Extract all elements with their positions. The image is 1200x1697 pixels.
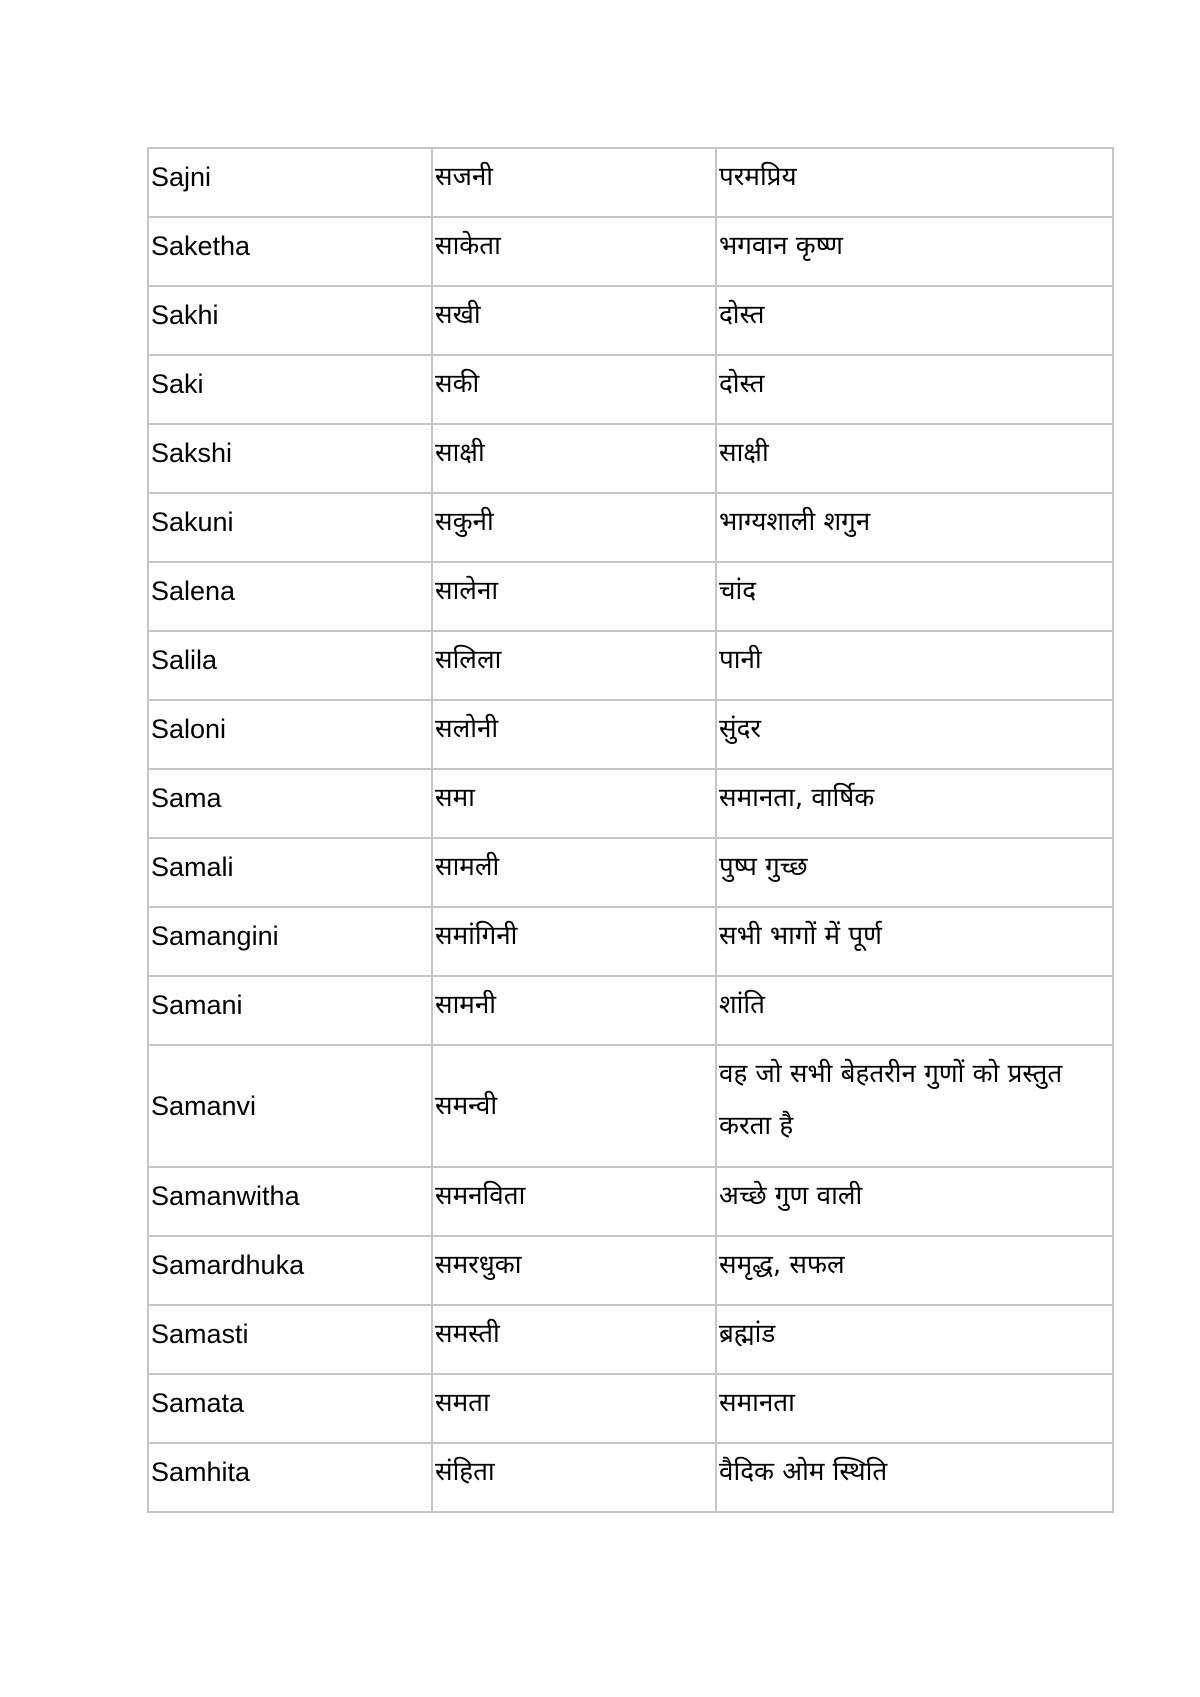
name-cell: Sakhi — [148, 286, 432, 355]
name-cell: Sama — [148, 769, 432, 838]
meaning-cell: समानता, वार्षिक — [716, 769, 1113, 838]
name-cell: Samanvi — [148, 1045, 432, 1167]
meaning-cell: दोस्त — [716, 286, 1113, 355]
meaning-cell: दोस्त — [716, 355, 1113, 424]
name-cell: Samanwitha — [148, 1167, 432, 1236]
hindi-name-cell: सकी — [432, 355, 716, 424]
name-cell: Sakuni — [148, 493, 432, 562]
name-cell: Saketha — [148, 217, 432, 286]
name-cell: Sajni — [148, 148, 432, 217]
name-cell: Samardhuka — [148, 1236, 432, 1305]
hindi-name-cell: सखी — [432, 286, 716, 355]
name-cell: Samhita — [148, 1443, 432, 1512]
table-row — [148, 1443, 1113, 1512]
table-row — [148, 286, 1113, 355]
hindi-name-cell: सामनी — [432, 976, 716, 1045]
hindi-name-cell: समांगिनी — [432, 907, 716, 976]
hindi-name-cell: सामली — [432, 838, 716, 907]
meaning-cell: भाग्यशाली शगुन — [716, 493, 1113, 562]
table-row — [148, 838, 1113, 907]
meaning-cell: पानी — [716, 631, 1113, 700]
hindi-name-cell: समता — [432, 1374, 716, 1443]
meaning-cell: चांद — [716, 562, 1113, 631]
hindi-name-cell: सलिला — [432, 631, 716, 700]
meaning-cell: सुंदर — [716, 700, 1113, 769]
names-table — [147, 147, 1114, 1513]
table-row — [148, 907, 1113, 976]
table-row — [148, 1374, 1113, 1443]
hindi-name-cell: समा — [432, 769, 716, 838]
hindi-name-cell: संहिता — [432, 1443, 716, 1512]
table-row — [148, 217, 1113, 286]
meaning-cell: समानता — [716, 1374, 1113, 1443]
meaning-cell: पुष्प गुच्छ — [716, 838, 1113, 907]
hindi-name-cell: समस्ती — [432, 1305, 716, 1374]
name-cell: Samasti — [148, 1305, 432, 1374]
meaning-cell: साक्षी — [716, 424, 1113, 493]
name-cell: Samata — [148, 1374, 432, 1443]
hindi-name-cell: सलोनी — [432, 700, 716, 769]
meaning-cell: वैदिक ओम स्थिति — [716, 1443, 1113, 1512]
hindi-name-cell: समरधुका — [432, 1236, 716, 1305]
meaning-cell: परमप्रिय — [716, 148, 1113, 217]
name-cell: Samangini — [148, 907, 432, 976]
hindi-name-cell: सजनी — [432, 148, 716, 217]
names-table-body — [148, 148, 1113, 1512]
table-row — [148, 148, 1113, 217]
name-cell: Samali — [148, 838, 432, 907]
table-row — [148, 493, 1113, 562]
meaning-cell: सभी भागों में पूर्ण — [716, 907, 1113, 976]
hindi-name-cell: सकुनी — [432, 493, 716, 562]
table-row — [148, 424, 1113, 493]
meaning-cell: समृद्ध, सफल — [716, 1236, 1113, 1305]
table-row — [148, 562, 1113, 631]
table-row — [148, 1305, 1113, 1374]
name-cell: Salena — [148, 562, 432, 631]
hindi-name-cell: साकेता — [432, 217, 716, 286]
table-row — [148, 700, 1113, 769]
hindi-name-cell: समनविता — [432, 1167, 716, 1236]
table-row — [148, 976, 1113, 1045]
name-cell: Saki — [148, 355, 432, 424]
table-row — [148, 355, 1113, 424]
table-row — [148, 1236, 1113, 1305]
hindi-name-cell: साक्षी — [432, 424, 716, 493]
meaning-cell: वह जो सभी बेहतरीन गुणों को प्रस्तुत करता है — [716, 1045, 1113, 1167]
name-cell: Samani — [148, 976, 432, 1045]
meaning-cell: शांति — [716, 976, 1113, 1045]
table-row — [148, 769, 1113, 838]
table-row — [148, 631, 1113, 700]
meaning-cell: अच्छे गुण वाली — [716, 1167, 1113, 1236]
name-cell: Salila — [148, 631, 432, 700]
hindi-name-cell: समन्वी — [432, 1045, 716, 1167]
meaning-cell: भगवान कृष्ण — [716, 217, 1113, 286]
name-cell: Sakshi — [148, 424, 432, 493]
table-row — [148, 1167, 1113, 1236]
name-cell: Saloni — [148, 700, 432, 769]
meaning-cell: ब्रह्मांड — [716, 1305, 1113, 1374]
hindi-name-cell: सालेना — [432, 562, 716, 631]
table-row — [148, 1045, 1113, 1167]
